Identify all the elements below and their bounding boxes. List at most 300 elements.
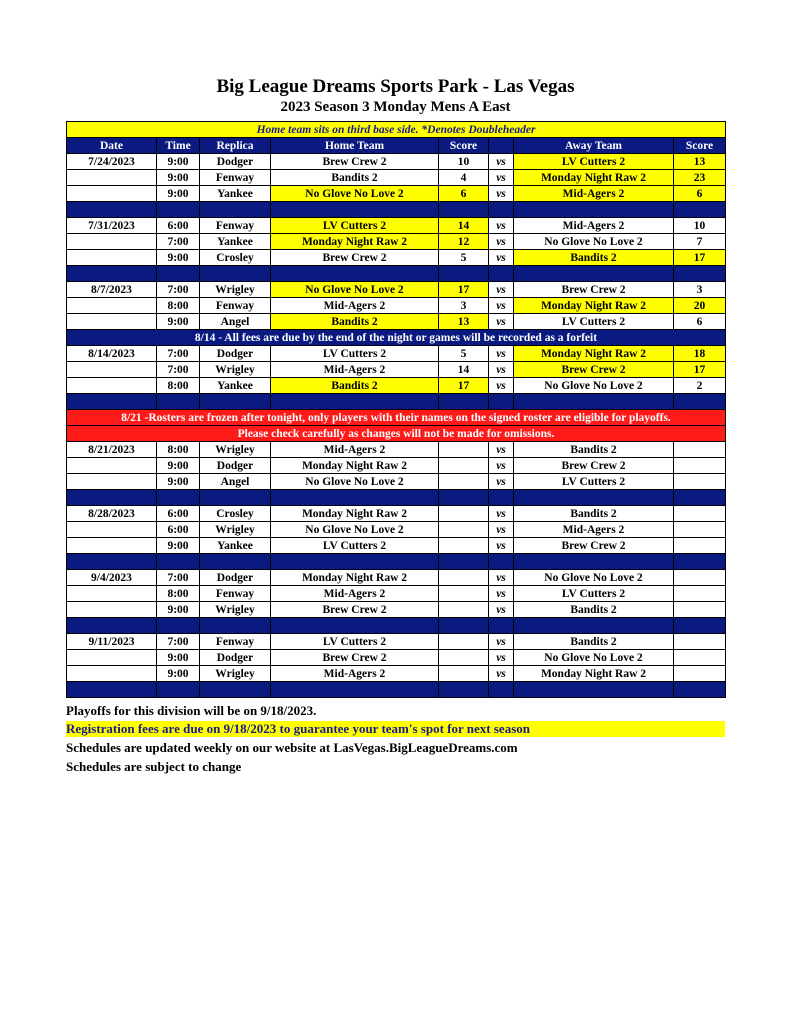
game-date xyxy=(67,298,157,314)
schedule-table xyxy=(66,121,726,698)
away-team: No Glove No Love 2 xyxy=(514,650,674,666)
separator-cell xyxy=(489,554,514,570)
separator-cell xyxy=(200,554,271,570)
game-date xyxy=(67,314,157,330)
separator-cell xyxy=(514,554,674,570)
away-team: No Glove No Love 2 xyxy=(514,234,674,250)
home-score xyxy=(439,634,489,650)
game-date xyxy=(67,538,157,554)
separator-cell xyxy=(514,394,674,410)
game-date xyxy=(67,378,157,394)
game-row xyxy=(67,666,726,682)
header-home-team: Home Team xyxy=(271,138,439,154)
game-time: 8:00 xyxy=(157,586,200,602)
game-row xyxy=(67,474,726,490)
away-score: 13 xyxy=(674,154,726,170)
separator-cell xyxy=(439,554,489,570)
game-time: 9:00 xyxy=(157,314,200,330)
home-score xyxy=(439,650,489,666)
away-score: 2 xyxy=(674,378,726,394)
separator-cell xyxy=(439,394,489,410)
game-row xyxy=(67,570,726,586)
week-separator xyxy=(67,554,726,570)
game-row xyxy=(67,650,726,666)
separator-cell xyxy=(674,266,726,282)
vs-label: vs xyxy=(489,186,514,202)
away-team: Bandits 2 xyxy=(514,602,674,618)
game-replica-field: Fenway xyxy=(200,586,271,602)
vs-label: vs xyxy=(489,234,514,250)
separator-cell xyxy=(200,682,271,698)
separator-cell xyxy=(157,202,200,218)
home-score: 14 xyxy=(439,218,489,234)
game-row xyxy=(67,634,726,650)
schedule-body xyxy=(67,122,726,698)
away-score xyxy=(674,586,726,602)
game-time: 9:00 xyxy=(157,538,200,554)
separator-cell xyxy=(271,394,439,410)
away-team: LV Cutters 2 xyxy=(514,474,674,490)
game-row xyxy=(67,234,726,250)
game-date xyxy=(67,602,157,618)
home-score: 6 xyxy=(439,186,489,202)
separator-cell xyxy=(200,490,271,506)
header-replica: Replica xyxy=(200,138,271,154)
home-score xyxy=(439,458,489,474)
separator-cell xyxy=(674,618,726,634)
home-score: 3 xyxy=(439,298,489,314)
game-time: 9:00 xyxy=(157,154,200,170)
away-score xyxy=(674,634,726,650)
separator-cell xyxy=(67,682,157,698)
separator-cell xyxy=(67,202,157,218)
home-score: 17 xyxy=(439,378,489,394)
away-score: 17 xyxy=(674,250,726,266)
vs-label: vs xyxy=(489,154,514,170)
separator-cell xyxy=(157,394,200,410)
game-row xyxy=(67,218,726,234)
home-score: 17 xyxy=(439,282,489,298)
home-team: Bandits 2 xyxy=(271,170,439,186)
vs-label: vs xyxy=(489,538,514,554)
away-score xyxy=(674,570,726,586)
away-team: No Glove No Love 2 xyxy=(514,570,674,586)
game-row xyxy=(67,522,726,538)
game-row xyxy=(67,362,726,378)
away-score: 6 xyxy=(674,314,726,330)
game-row xyxy=(67,458,726,474)
away-score: 23 xyxy=(674,170,726,186)
away-score xyxy=(674,474,726,490)
home-team: Mid-Agers 2 xyxy=(271,586,439,602)
separator-cell xyxy=(157,490,200,506)
game-time: 7:00 xyxy=(157,362,200,378)
game-replica-field: Dodger xyxy=(200,650,271,666)
away-score: 18 xyxy=(674,346,726,362)
game-row xyxy=(67,186,726,202)
home-team: Mid-Agers 2 xyxy=(271,666,439,682)
vs-label: vs xyxy=(489,442,514,458)
away-team: No Glove No Love 2 xyxy=(514,378,674,394)
home-score xyxy=(439,666,489,682)
game-row xyxy=(67,442,726,458)
roster-notice-row xyxy=(67,426,726,442)
separator-cell xyxy=(674,490,726,506)
separator-cell xyxy=(271,618,439,634)
away-score xyxy=(674,602,726,618)
away-score xyxy=(674,522,726,538)
game-time: 7:00 xyxy=(157,634,200,650)
separator-cell xyxy=(67,394,157,410)
game-time: 7:00 xyxy=(157,570,200,586)
week-separator xyxy=(67,202,726,218)
separator-cell xyxy=(200,618,271,634)
separator-cell xyxy=(489,682,514,698)
home-team: LV Cutters 2 xyxy=(271,346,439,362)
game-row xyxy=(67,170,726,186)
separator-cell xyxy=(674,202,726,218)
vs-label: vs xyxy=(489,362,514,378)
home-score: 5 xyxy=(439,346,489,362)
game-replica-field: Yankee xyxy=(200,378,271,394)
home-score: 14 xyxy=(439,362,489,378)
game-row xyxy=(67,378,726,394)
game-replica-field: Crosley xyxy=(200,250,271,266)
away-team: Brew Crew 2 xyxy=(514,282,674,298)
home-team: Mid-Agers 2 xyxy=(271,362,439,378)
separator-cell xyxy=(514,202,674,218)
away-team: Monday Night Raw 2 xyxy=(514,298,674,314)
vs-label: vs xyxy=(489,474,514,490)
home-score: 10 xyxy=(439,154,489,170)
game-date xyxy=(67,234,157,250)
separator-cell xyxy=(439,682,489,698)
away-score: 7 xyxy=(674,234,726,250)
home-score: 12 xyxy=(439,234,489,250)
separator-cell xyxy=(271,202,439,218)
roster-notice: 8/21 -Rosters are frozen after tonight, only players with their names on the signed roster are eligible for playoffs. xyxy=(67,410,726,426)
game-date xyxy=(67,170,157,186)
home-score: 13 xyxy=(439,314,489,330)
home-team: Mid-Agers 2 xyxy=(271,298,439,314)
game-date: 8/14/2023 xyxy=(67,346,157,362)
week-separator xyxy=(67,394,726,410)
away-score xyxy=(674,442,726,458)
away-team: Bandits 2 xyxy=(514,506,674,522)
vs-label: vs xyxy=(489,586,514,602)
separator-cell xyxy=(489,394,514,410)
header-vs xyxy=(489,138,514,154)
home-team-note: Home team sits on third base side. *Denotes Doubleheader xyxy=(67,122,726,138)
game-replica-field: Fenway xyxy=(200,170,271,186)
home-score xyxy=(439,442,489,458)
separator-cell xyxy=(439,490,489,506)
game-date xyxy=(67,458,157,474)
vs-label: vs xyxy=(489,634,514,650)
separator-cell xyxy=(200,394,271,410)
separator-cell xyxy=(200,266,271,282)
separator-cell xyxy=(674,394,726,410)
game-row xyxy=(67,282,726,298)
game-date: 7/24/2023 xyxy=(67,154,157,170)
vs-label: vs xyxy=(489,602,514,618)
game-row xyxy=(67,154,726,170)
game-time: 6:00 xyxy=(157,218,200,234)
game-time: 9:00 xyxy=(157,458,200,474)
home-team: No Glove No Love 2 xyxy=(271,474,439,490)
home-team: Brew Crew 2 xyxy=(271,602,439,618)
game-date xyxy=(67,362,157,378)
away-score: 17 xyxy=(674,362,726,378)
game-time: 8:00 xyxy=(157,378,200,394)
game-replica-field: Wrigley xyxy=(200,442,271,458)
away-score: 6 xyxy=(674,186,726,202)
game-date: 7/31/2023 xyxy=(67,218,157,234)
vs-label: vs xyxy=(489,506,514,522)
separator-cell xyxy=(489,266,514,282)
away-team: LV Cutters 2 xyxy=(514,314,674,330)
separator-cell xyxy=(157,618,200,634)
roster-notice-row xyxy=(67,410,726,426)
game-time: 6:00 xyxy=(157,522,200,538)
away-team: Brew Crew 2 xyxy=(514,538,674,554)
game-date xyxy=(67,586,157,602)
vs-label: vs xyxy=(489,378,514,394)
separator-cell xyxy=(157,682,200,698)
game-date xyxy=(67,522,157,538)
game-date: 8/21/2023 xyxy=(67,442,157,458)
separator-cell xyxy=(439,618,489,634)
game-date xyxy=(67,666,157,682)
roster-notice: Please check carefully as changes will not be made for omissions. xyxy=(67,426,726,442)
vs-label: vs xyxy=(489,458,514,474)
vs-label: vs xyxy=(489,250,514,266)
separator-cell xyxy=(674,554,726,570)
home-score: 5 xyxy=(439,250,489,266)
game-date: 9/11/2023 xyxy=(67,634,157,650)
home-team: Bandits 2 xyxy=(271,378,439,394)
home-score xyxy=(439,506,489,522)
home-score xyxy=(439,586,489,602)
home-team: Bandits 2 xyxy=(271,314,439,330)
home-score xyxy=(439,602,489,618)
away-score xyxy=(674,458,726,474)
game-date xyxy=(67,650,157,666)
fees-notice: 8/14 - All fees are due by the end of the night or games will be recorded as a forfeit xyxy=(67,330,726,346)
separator-cell xyxy=(67,554,157,570)
header-home-score: Score xyxy=(439,138,489,154)
week-separator xyxy=(67,618,726,634)
separator-cell xyxy=(489,490,514,506)
home-team: Brew Crew 2 xyxy=(271,250,439,266)
away-score xyxy=(674,650,726,666)
home-team: No Glove No Love 2 xyxy=(271,282,439,298)
game-replica-field: Yankee xyxy=(200,234,271,250)
game-replica-field: Dodger xyxy=(200,346,271,362)
vs-label: vs xyxy=(489,650,514,666)
home-score xyxy=(439,474,489,490)
home-team: No Glove No Love 2 xyxy=(271,186,439,202)
fees-notice-row xyxy=(67,330,726,346)
away-team: Monday Night Raw 2 xyxy=(514,346,674,362)
game-time: 9:00 xyxy=(157,250,200,266)
separator-cell xyxy=(439,266,489,282)
game-time: 9:00 xyxy=(157,602,200,618)
vs-label: vs xyxy=(489,666,514,682)
playoffs-note: Playoffs for this division will be on 9/18/2023. xyxy=(66,703,317,718)
away-score xyxy=(674,506,726,522)
game-time: 9:00 xyxy=(157,186,200,202)
home-team: Monday Night Raw 2 xyxy=(271,234,439,250)
game-replica-field: Wrigley xyxy=(200,602,271,618)
separator-cell xyxy=(514,490,674,506)
home-team: Monday Night Raw 2 xyxy=(271,570,439,586)
game-time: 6:00 xyxy=(157,506,200,522)
game-date xyxy=(67,250,157,266)
vs-label: vs xyxy=(489,570,514,586)
away-team: Mid-Agers 2 xyxy=(514,186,674,202)
separator-cell xyxy=(514,618,674,634)
game-time: 9:00 xyxy=(157,650,200,666)
separator-cell xyxy=(674,682,726,698)
home-team: LV Cutters 2 xyxy=(271,538,439,554)
separator-cell xyxy=(271,490,439,506)
change-note: Schedules are subject to change xyxy=(66,759,242,774)
away-team: Bandits 2 xyxy=(514,250,674,266)
game-time: 7:00 xyxy=(157,234,200,250)
game-time: 7:00 xyxy=(157,282,200,298)
away-team: Bandits 2 xyxy=(514,634,674,650)
game-replica-field: Yankee xyxy=(200,538,271,554)
page-subtitle: 2023 Season 3 Monday Mens A East xyxy=(280,99,511,115)
away-team: Brew Crew 2 xyxy=(514,362,674,378)
game-replica-field: Yankee xyxy=(200,186,271,202)
home-score xyxy=(439,538,489,554)
home-team: LV Cutters 2 xyxy=(271,218,439,234)
game-time: 8:00 xyxy=(157,298,200,314)
game-replica-field: Wrigley xyxy=(200,522,271,538)
away-team: Monday Night Raw 2 xyxy=(514,666,674,682)
vs-label: vs xyxy=(489,346,514,362)
week-separator xyxy=(67,490,726,506)
separator-cell xyxy=(271,554,439,570)
game-row xyxy=(67,506,726,522)
separator-cell xyxy=(157,554,200,570)
away-team: Mid-Agers 2 xyxy=(514,218,674,234)
vs-label: vs xyxy=(489,218,514,234)
game-row xyxy=(67,586,726,602)
game-date: 9/4/2023 xyxy=(67,570,157,586)
game-time: 9:00 xyxy=(157,666,200,682)
game-row xyxy=(67,346,726,362)
vs-label: vs xyxy=(489,298,514,314)
website-note: Schedules are updated weekly on our website at LasVegas.BigLeagueDreams.com xyxy=(66,740,518,755)
registration-note: Registration fees are due on 9/18/2023 to guarantee your team's spot for next season xyxy=(66,721,725,737)
separator-cell xyxy=(489,618,514,634)
vs-label: vs xyxy=(489,522,514,538)
separator-cell xyxy=(157,266,200,282)
game-replica-field: Dodger xyxy=(200,154,271,170)
away-team: Brew Crew 2 xyxy=(514,458,674,474)
home-team: LV Cutters 2 xyxy=(271,634,439,650)
home-score xyxy=(439,522,489,538)
game-replica-field: Crosley xyxy=(200,506,271,522)
game-replica-field: Wrigley xyxy=(200,282,271,298)
game-row xyxy=(67,314,726,330)
home-team: Brew Crew 2 xyxy=(271,154,439,170)
game-time: 7:00 xyxy=(157,346,200,362)
separator-cell xyxy=(67,618,157,634)
away-team: LV Cutters 2 xyxy=(514,586,674,602)
game-date: 8/7/2023 xyxy=(67,282,157,298)
game-replica-field: Dodger xyxy=(200,570,271,586)
separator-cell xyxy=(271,682,439,698)
page-title: Big League Dreams Sports Park - Las Vegas xyxy=(216,76,575,97)
separator-cell xyxy=(439,202,489,218)
separator-cell xyxy=(514,266,674,282)
game-replica-field: Fenway xyxy=(200,634,271,650)
game-date xyxy=(67,186,157,202)
game-time: 9:00 xyxy=(157,474,200,490)
away-team: LV Cutters 2 xyxy=(514,154,674,170)
game-row xyxy=(67,298,726,314)
home-score: 4 xyxy=(439,170,489,186)
home-team: Brew Crew 2 xyxy=(271,650,439,666)
header-date: Date xyxy=(67,138,157,154)
header-away-team: Away Team xyxy=(514,138,674,154)
away-score: 3 xyxy=(674,282,726,298)
game-replica-field: Fenway xyxy=(200,218,271,234)
game-replica-field: Dodger xyxy=(200,458,271,474)
game-replica-field: Wrigley xyxy=(200,666,271,682)
vs-label: vs xyxy=(489,314,514,330)
separator-cell xyxy=(67,266,157,282)
home-team-note-row xyxy=(67,122,726,138)
week-separator xyxy=(67,682,726,698)
header-row xyxy=(67,138,726,154)
header-away-score: Score xyxy=(674,138,726,154)
game-time: 8:00 xyxy=(157,442,200,458)
game-replica-field: Angel xyxy=(200,474,271,490)
game-replica-field: Angel xyxy=(200,314,271,330)
separator-cell xyxy=(489,202,514,218)
game-date xyxy=(67,474,157,490)
away-team: Bandits 2 xyxy=(514,442,674,458)
game-date: 8/28/2023 xyxy=(67,506,157,522)
away-score xyxy=(674,538,726,554)
separator-cell xyxy=(67,490,157,506)
away-team: Monday Night Raw 2 xyxy=(514,170,674,186)
home-team: No Glove No Love 2 xyxy=(271,522,439,538)
separator-cell xyxy=(514,682,674,698)
home-score xyxy=(439,570,489,586)
home-team: Mid-Agers 2 xyxy=(271,442,439,458)
game-row xyxy=(67,250,726,266)
away-score: 10 xyxy=(674,218,726,234)
game-row xyxy=(67,538,726,554)
game-row xyxy=(67,602,726,618)
separator-cell xyxy=(271,266,439,282)
game-time: 9:00 xyxy=(157,170,200,186)
separator-cell xyxy=(200,202,271,218)
game-replica-field: Wrigley xyxy=(200,362,271,378)
home-team: Monday Night Raw 2 xyxy=(271,458,439,474)
header-time: Time xyxy=(157,138,200,154)
away-team: Mid-Agers 2 xyxy=(514,522,674,538)
away-score: 20 xyxy=(674,298,726,314)
vs-label: vs xyxy=(489,282,514,298)
away-score xyxy=(674,666,726,682)
